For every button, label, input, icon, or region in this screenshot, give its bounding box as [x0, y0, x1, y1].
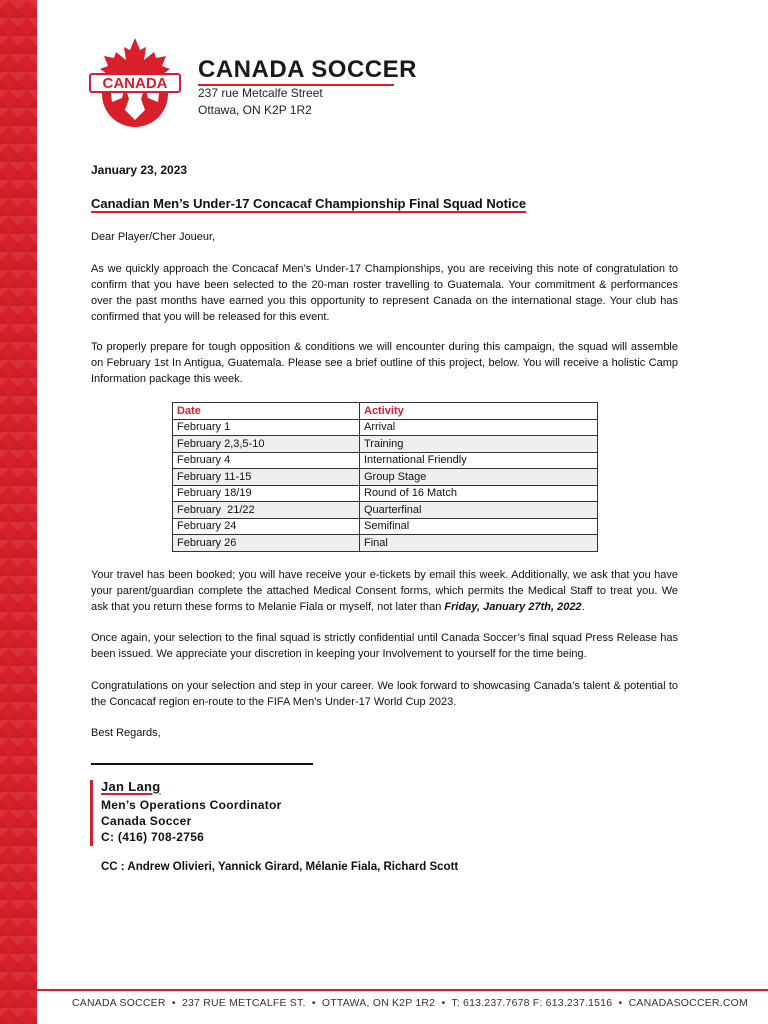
schedule-header-date: Date — [173, 403, 360, 420]
schedule-date: February 2,3,5-10 — [173, 436, 360, 453]
logo-text: CANADA — [102, 75, 168, 92]
schedule-date: February 4 — [173, 452, 360, 469]
footer-contact: CANADA SOCCER • 237 RUE METCALFE ST. • OTTAWA, ON K2P 1R2 • T: 613.237.7678 F: 613.237.1516 • CANADASOCCER.COM — [72, 997, 748, 1009]
canada-soccer-logo — [88, 36, 182, 130]
paragraph-3 — [91, 567, 678, 615]
table-row — [173, 436, 598, 453]
schedule-date: February 1 — [173, 419, 360, 436]
schedule-table — [172, 402, 598, 552]
signatory-title: Men’s Operations Coordinator — [101, 798, 282, 812]
table-row — [173, 518, 598, 535]
schedule-activity: Arrival — [360, 419, 598, 436]
table-row — [173, 502, 598, 519]
signatory-org: Canada Soccer — [101, 814, 192, 828]
paragraph-4: Once again, your selection to the final squad is strictly confidential until Canada Soccer’s final squad Press Release has been issued. We appreciate your discretion in keeping your Involvement to yourself for the time being. — [91, 632, 678, 660]
address-line-2: Ottawa, ON K2P 1R2 — [198, 103, 312, 117]
signatory-phone: C: (416) 708-2756 — [101, 830, 205, 844]
schedule-activity: Quarterfinal — [360, 502, 598, 519]
schedule-date: February 21/22 — [173, 502, 360, 519]
signature-line — [91, 763, 313, 765]
schedule-date: February 18/19 — [173, 485, 360, 502]
schedule-date: February 11-15 — [173, 469, 360, 486]
schedule-activity: Training — [360, 436, 598, 453]
address-line-1: 237 rue Metcalfe Street — [198, 86, 323, 100]
greeting: Dear Player/Cher Joueur, — [91, 231, 216, 243]
schedule-date: February 24 — [173, 518, 360, 535]
paragraph-2: To properly prepare for tough opposition & conditions we will encounter during this campaign, the squad will assemble on February 1st In Antigua, Guatemala. Please see a brief outline of this project, below. You will receive a holistic Camp Information package this week. — [91, 341, 678, 385]
paragraph-5: Congratulations on your selection and step in your career. We look forward to showcasing Canada’s talent & potential to the Concacaf region en-route to the FIFA Men’s Under-17 World Cup 2023. — [91, 680, 678, 708]
org-name: CANADA SOCCER — [198, 56, 417, 83]
closing: Best Regards, — [91, 727, 161, 739]
letter-date: January 23, 2023 — [91, 163, 188, 177]
cc-line: CC : Andrew Olivieri, Yannick Girard, Mélanie Fiala, Richard Scott — [101, 861, 459, 873]
paragraph-3-end: . — [581, 601, 585, 613]
schedule-date: February 26 — [173, 535, 360, 552]
schedule-activity: Group Stage — [360, 469, 598, 486]
signature-accent-bar — [90, 780, 93, 846]
paragraph-3-text: Your travel has been booked; you will have receive your e-tickets by email this week. Additionally, we ask that you have your parent/guardian complete the attached Medical Consent forms, which permits the Medical Staff to treat you. We ask that you return these forms to Melanie Fiala or myself, not later than — [91, 569, 678, 613]
table-row — [173, 535, 598, 552]
paragraph-1: As we quickly approach the Concacaf Men’s Under-17 Championships, you are receiving this note of congratulation to confirm that you have been selected to the 20-man roster travelling to Guatemala. Your commitment & performances over the past months have earned you this opportunity to represent Canada on the international stage. Your club has confirmed that you will be released for this event. — [91, 263, 678, 323]
side-decorative-stripe — [0, 0, 37, 1024]
deadline-date: Friday, January 27th, 2022 — [444, 601, 582, 613]
schedule-header-row — [173, 403, 598, 420]
table-row — [173, 452, 598, 469]
schedule-activity: Round of 16 Match — [360, 485, 598, 502]
table-row — [173, 419, 598, 436]
schedule-activity: International Friendly — [360, 452, 598, 469]
table-row — [173, 469, 598, 486]
footer-rule — [37, 989, 768, 991]
schedule-activity: Semifinal — [360, 518, 598, 535]
schedule-activity: Final — [360, 535, 598, 552]
table-row — [173, 485, 598, 502]
letter-subject: Canadian Men’s Under-17 Concacaf Championship Final Squad Notice — [91, 196, 527, 211]
signatory-name: Jan Lang — [101, 779, 161, 794]
schedule-header-activity: Activity — [360, 403, 598, 420]
